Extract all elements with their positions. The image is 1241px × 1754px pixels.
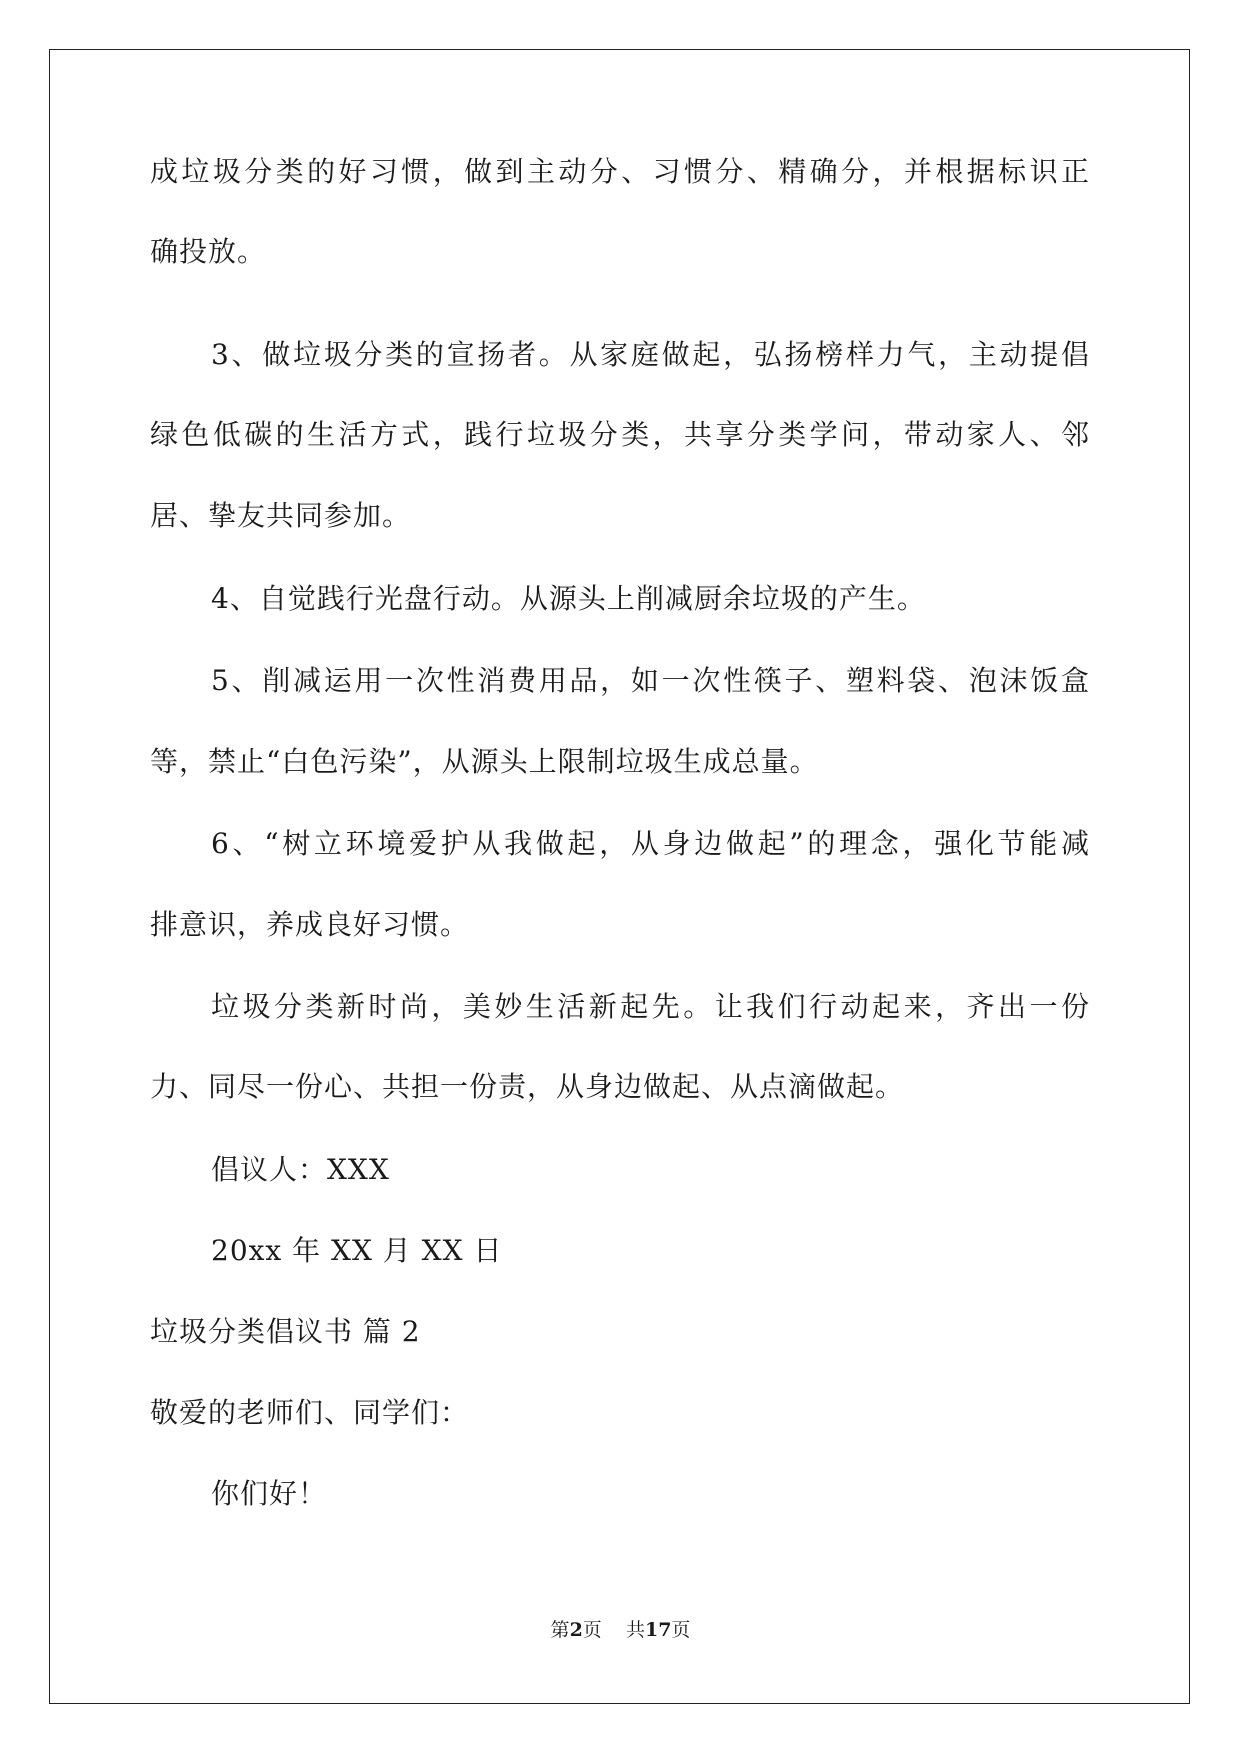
footer-mid: 页 共 <box>582 1619 645 1641</box>
section-heading: 垃圾分类倡议书 篇 2 <box>150 1315 421 1348</box>
date-line: 20xx 年 XX 月 XX 日 <box>211 1234 503 1267</box>
body-line: 绿色低碳的生活方式，践行垃圾分类，共享分类学问，带动家人、邻 <box>150 418 1090 451</box>
salutation-line: 敬爱的老师们、同学们： <box>150 1396 470 1429</box>
page-footer <box>0 1618 1241 1642</box>
body-line: 5、削减运用一次性消费用品，如一次性筷子、塑料袋、泡沫饭盒 <box>211 664 1090 697</box>
footer-total-pages: 17 <box>644 1619 672 1641</box>
body-line: 6、“树立环境爱护从我做起，从身边做起”的理念，强化节能减 <box>211 827 1090 860</box>
greeting-line: 你们好！ <box>211 1477 328 1510</box>
footer-page-number: 2 <box>569 1619 583 1641</box>
footer-suffix: 页 <box>671 1619 691 1641</box>
footer-prefix: 第 <box>550 1619 570 1641</box>
signature-line: 倡议人：XXX <box>211 1153 390 1186</box>
body-line: 排意识，养成良好习惯。 <box>150 908 470 941</box>
body-line: 等，禁止“白色污染”，从源头上限制垃圾生成总量。 <box>150 745 819 778</box>
body-line: 居、挚友共同参加。 <box>150 499 412 532</box>
body-line: 垃圾分类新时尚，美妙生活新起先。让我们行动起来，齐出一份 <box>211 990 1090 1023</box>
body-line: 力、同尽一份心、共担一份责，从身边做起、从点滴做起。 <box>150 1070 905 1103</box>
body-line: 3、做垃圾分类的宣扬者。从家庭做起，弘扬榜样力气，主动提倡 <box>211 338 1090 371</box>
body-line: 成垃圾分类的好习惯，做到主动分、习惯分、精确分，并根据标识正 <box>150 155 1090 188</box>
body-line: 4、自觉践行光盘行动。从源头上削减厨余垃圾的产生。 <box>211 582 926 615</box>
body-line: 确投放。 <box>150 235 267 268</box>
page-border <box>49 49 1190 1704</box>
